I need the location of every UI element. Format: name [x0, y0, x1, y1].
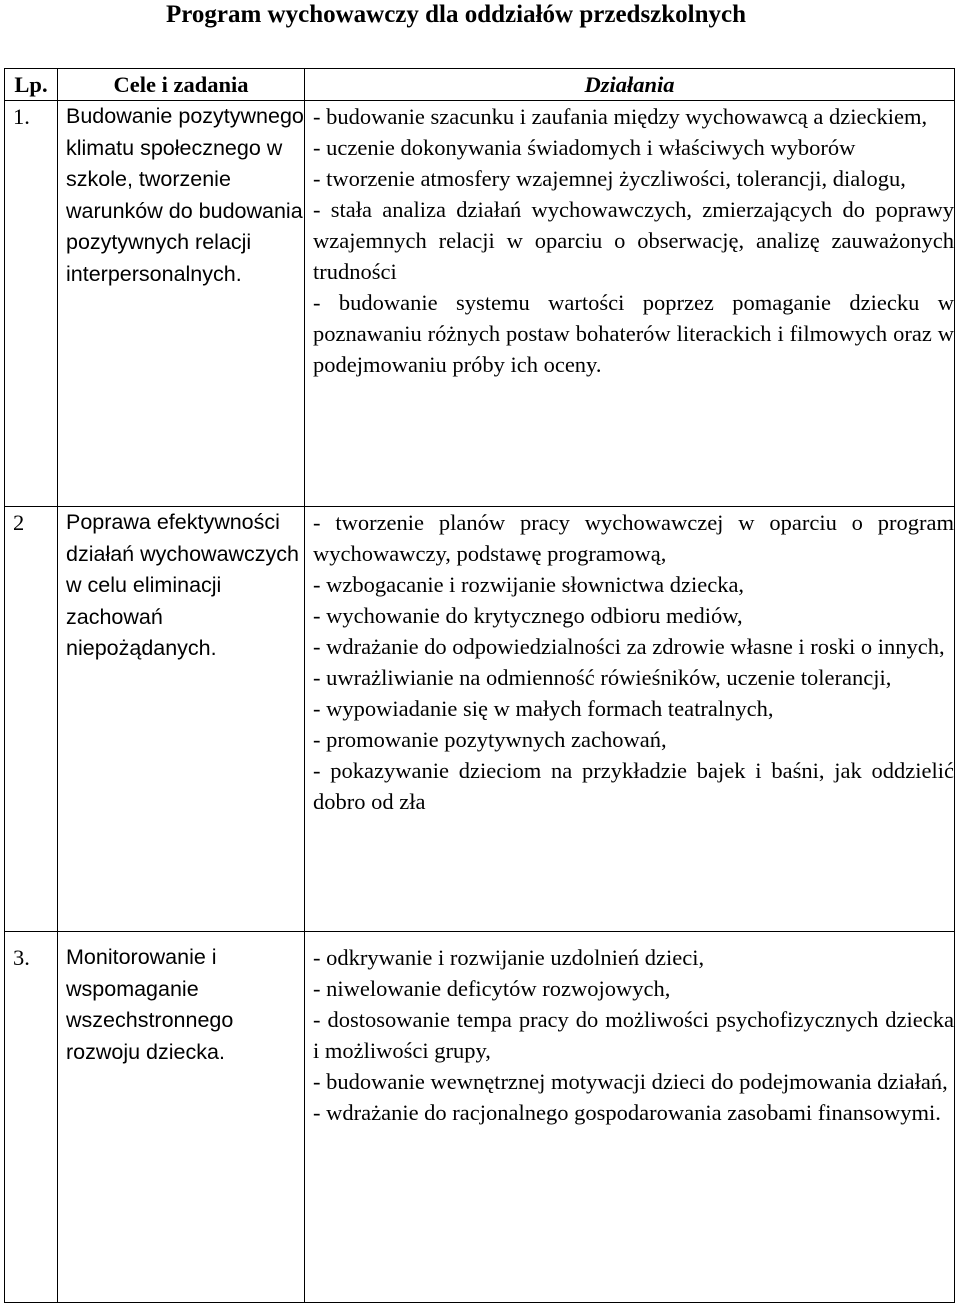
table-row [5, 101, 955, 507]
action-item: - odkrywanie i rozwijanie uzdolnień dzieci, [313, 945, 705, 970]
action-item: - dostosowanie tempa pracy do możliwości psychofizycznych dziecka i możliwości grupy, [313, 1007, 954, 1063]
action-item: - wdrażanie do odpowiedzialności za zdrowie własne i roski o innych, [313, 634, 945, 659]
action-item: - budowanie systemu wartości poprzez pomaganie dziecku w poznawaniu różnych postaw bohaterów literackich i filmowych oraz w podejmowaniu próby ich oceny. [313, 290, 954, 377]
actions-cell [305, 507, 955, 932]
action-item: - pokazywanie dzieciom na przykładzie bajek i baśni, jak oddzielić dobro od zła [313, 758, 954, 814]
table-header-row [5, 69, 955, 101]
action-item: - wdrażanie do racjonalnego gospodarowania zasobami finansowymi. [313, 1100, 941, 1125]
action-item: - wzbogacanie i rozwijanie słownictwa dziecka, [313, 572, 745, 597]
header-lp: Lp. [5, 69, 58, 101]
action-item: - budowanie wewnętrznej motywacji dzieci do podejmowania działań, [313, 1069, 948, 1094]
row-number: 1. [5, 101, 58, 507]
table-row [5, 507, 955, 932]
program-table [4, 68, 955, 1303]
table-row [5, 932, 955, 1303]
action-item: - wychowanie do krytycznego odbioru mediów, [313, 603, 743, 628]
actions-cell [305, 932, 955, 1303]
action-item: - tworzenie planów pracy wychowawczej w oparciu o program wychowawczy, podstawę programową, [313, 510, 954, 566]
page-title: Program wychowawczy dla oddziałów przedszkolnych [165, 1, 747, 28]
goal-cell: Monitorowanie i wspomaganie wszechstronnego rozwoju dziecka. [58, 932, 305, 1303]
action-item: - tworzenie atmosfery wzajemnej życzliwości, tolerancji, dialogu, [313, 166, 906, 191]
goal-cell: Poprawa efektywności działań wychowawczych w celu eliminacji zachowań niepożądanych. [58, 507, 305, 932]
action-item: - niwelowanie deficytów rozwojowych, [313, 976, 671, 1001]
goal-cell: Budowanie pozytywnego klimatu społecznego w szkole, tworzenie warunków do budowania pozytywnych relacji interpersonalnych. [58, 101, 305, 507]
action-item: - wypowiadanie się w małych formach teatralnych, [313, 696, 774, 721]
action-item: - stała analiza działań wychowawczych, zmierzających do poprawy wzajemnych relacji w oparciu o obserwację, analizę zauważonych trudności [313, 197, 954, 284]
action-item: - uczenie dokonywania świadomych i właściwych wyborów [313, 135, 856, 160]
action-item: - budowanie szacunku i zaufania między wychowawcą a dzieckiem, [313, 104, 928, 129]
header-actions: Działania [305, 69, 955, 101]
row-number: 3. [5, 932, 58, 1303]
row-number: 2 [5, 507, 58, 932]
header-goals: Cele i zadania [58, 69, 305, 101]
actions-cell [305, 101, 955, 507]
action-item: - promowanie pozytywnych zachowań, [313, 727, 667, 752]
action-item: - uwrażliwianie na odmienność rówieśników, uczenie tolerancji, [313, 665, 892, 690]
